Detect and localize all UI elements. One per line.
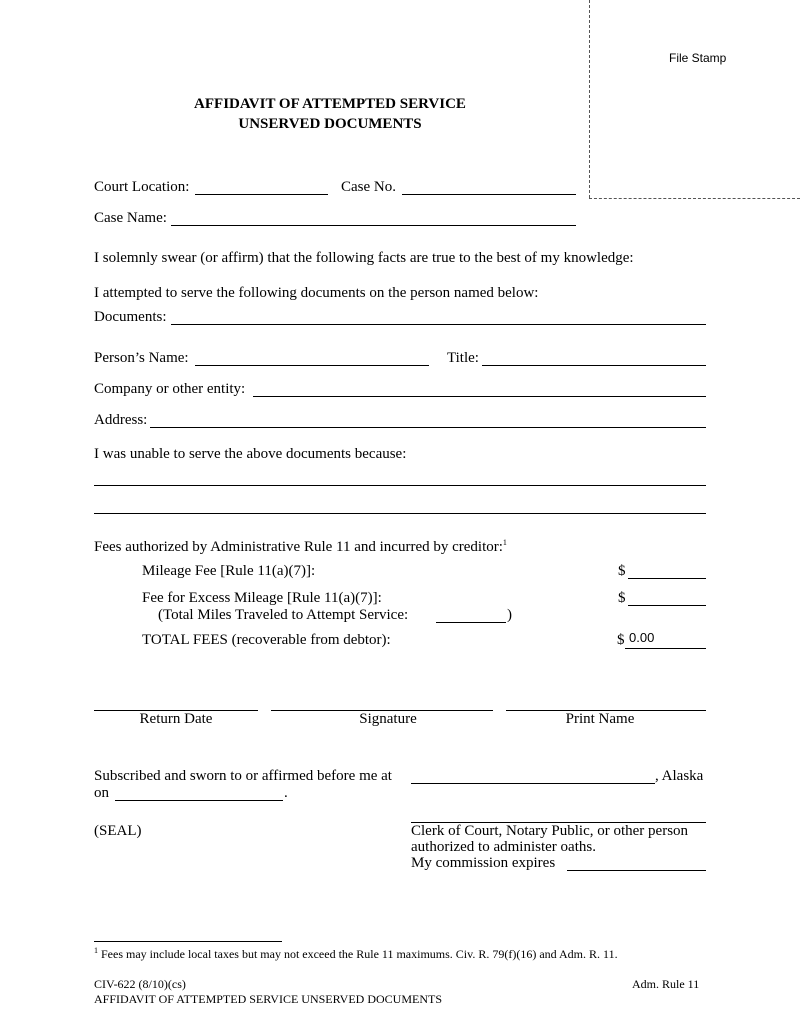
unable-label: I was unable to serve the above documents because: xyxy=(94,446,407,462)
case-no-label: Case No. xyxy=(341,179,396,195)
total-miles-label: (Total Miles Traveled to Attempt Service: xyxy=(158,607,409,623)
attempted-statement: I attempted to serve the following documents on the person named below: xyxy=(94,285,539,301)
print-name-label: Print Name xyxy=(565,711,635,727)
mileage-fee-input[interactable] xyxy=(628,562,706,579)
footnote-text: Fees may include local taxes but may not exceed the Rule 11 maximums. Civ. R. 79(f)(16) and Adm. R. 11. xyxy=(101,947,618,961)
footnote xyxy=(94,946,618,962)
form-number: CIV-622 (8/10)(cs) xyxy=(94,977,186,991)
excess-mileage-dollar: $ xyxy=(618,590,626,606)
form-title-line2: UNSERVED DOCUMENTS xyxy=(238,116,422,132)
footnote-separator xyxy=(94,941,282,942)
commission-expires-input[interactable] xyxy=(567,854,706,871)
documents-input[interactable] xyxy=(171,308,706,325)
fees-footnote-mark: 1 xyxy=(502,538,507,547)
file-stamp-label: File Stamp xyxy=(669,51,727,65)
unable-reason-line2[interactable] xyxy=(94,497,706,514)
return-date-input[interactable] xyxy=(94,694,258,711)
persons-name-input[interactable] xyxy=(195,349,429,366)
commission-label: My commission expires xyxy=(411,855,556,871)
seal-label: (SEAL) xyxy=(94,823,142,839)
mileage-fee-label: Mileage Fee [Rule 11(a)(7)]: xyxy=(142,563,316,579)
total-fees-label: TOTAL FEES (recoverable from debtor): xyxy=(142,632,391,648)
form-title-line1: AFFIDAVIT OF ATTEMPTED SERVICE xyxy=(194,96,466,112)
subscribed-date-input[interactable] xyxy=(115,784,283,801)
address-input[interactable] xyxy=(150,411,706,428)
case-no-input[interactable] xyxy=(402,178,576,195)
subscribed-location-input[interactable] xyxy=(411,767,655,784)
total-miles-close: ) xyxy=(507,607,512,623)
oath-statement: I solemnly swear (or affirm) that the following facts are true to the best of my knowledge: xyxy=(94,250,634,266)
total-fees-underline xyxy=(625,648,706,649)
signature-input[interactable] xyxy=(271,694,493,711)
address-label: Address: xyxy=(94,412,148,428)
excess-mileage-label: Fee for Excess Mileage [Rule 11(a)(7)]: xyxy=(142,590,382,606)
court-location-label: Court Location: xyxy=(94,179,190,195)
adm-rule-label: Adm. Rule 11 xyxy=(632,977,700,991)
title-label: Title: xyxy=(447,350,479,366)
documents-label: Documents: xyxy=(94,309,167,325)
unable-reason-line1[interactable] xyxy=(94,469,706,486)
on-label: on xyxy=(94,785,109,801)
case-name-label: Case Name: xyxy=(94,210,167,226)
fees-intro-text: Fees authorized by Administrative Rule 11 and incurred by creditor: xyxy=(94,539,503,555)
company-label: Company or other entity: xyxy=(94,381,246,397)
signature-label: Signature xyxy=(359,711,417,727)
excess-mileage-input[interactable] xyxy=(628,589,706,606)
footnote-number: 1 xyxy=(94,946,98,955)
title-input[interactable] xyxy=(482,349,706,366)
persons-name-label: Person’s Name: xyxy=(94,350,189,366)
alaska-label: , Alaska xyxy=(655,768,704,784)
on-period: . xyxy=(284,785,288,801)
return-date-label: Return Date xyxy=(139,711,213,727)
file-stamp-border-left xyxy=(589,0,590,198)
case-name-input[interactable] xyxy=(171,209,576,226)
clerk-line1: Clerk of Court, Notary Public, or other person xyxy=(411,823,689,839)
total-fees-value: 0.00 xyxy=(629,630,655,645)
total-fees-dollar: $ xyxy=(617,632,625,648)
mileage-fee-dollar: $ xyxy=(618,563,626,579)
fees-intro xyxy=(94,538,507,556)
print-name-input[interactable] xyxy=(506,694,706,711)
subscribed-label: Subscribed and sworn to or affirmed before me at xyxy=(94,768,392,784)
form-footer-title: AFFIDAVIT OF ATTEMPTED SERVICE UNSERVED DOCUMENTS xyxy=(94,992,442,1006)
clerk-line2: authorized to administer oaths. xyxy=(411,839,596,855)
total-miles-input[interactable] xyxy=(436,606,506,623)
company-input[interactable] xyxy=(253,380,706,397)
court-location-input[interactable] xyxy=(195,178,328,195)
file-stamp-border-bottom xyxy=(589,198,800,199)
